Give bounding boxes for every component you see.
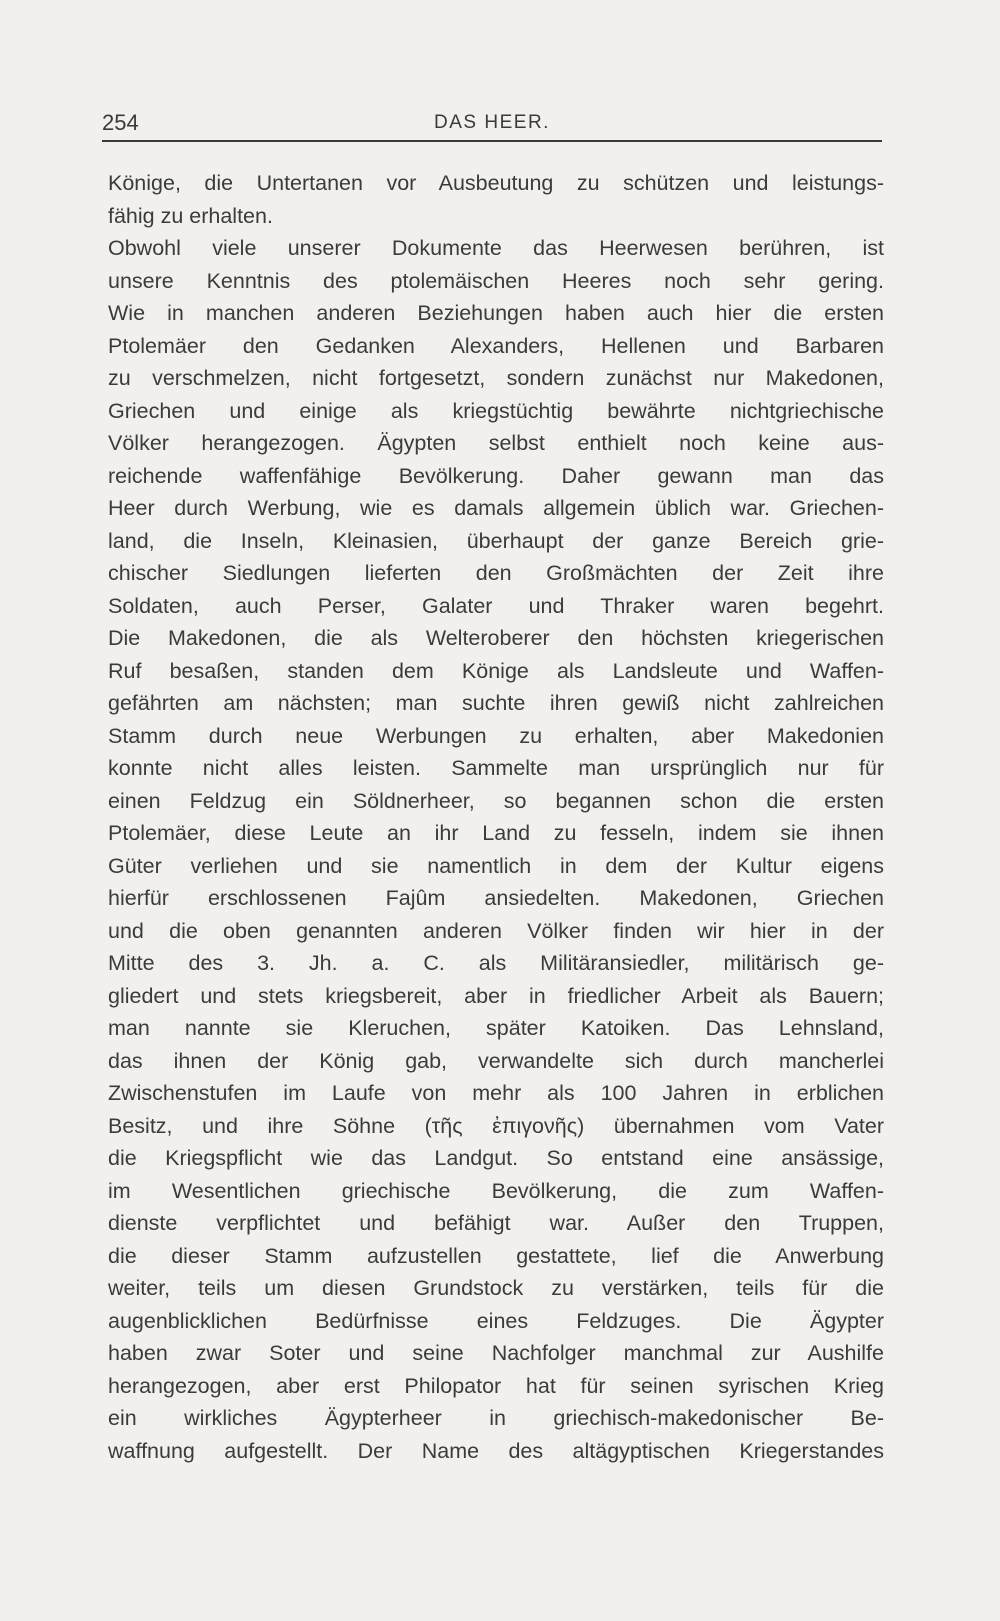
text-line: Zwischenstufen im Laufe von mehr als 100 Jahren in erblichen bbox=[108, 1081, 884, 1105]
header-rule bbox=[102, 140, 882, 142]
text-line: Ptolemäer den Gedanken Alexanders, Hellenen und Barbaren bbox=[108, 333, 884, 358]
text-line: herangezogen, aber erst Philopator hat für seinen syrischen Krieg bbox=[108, 1373, 884, 1398]
text-line: gliedert und stets kriegsbereit, aber in friedlicher Arbeit als Bauern; bbox=[108, 983, 884, 1008]
text-line: Besitz, und ihre Söhne (τῆς ἐπιγονῆς) übernahmen vom Vater bbox=[108, 1113, 884, 1138]
text-line: augenblicklichen Bedürfnisse eines Feldzuges. Die Ägypter bbox=[108, 1308, 884, 1333]
text-line: Obwohl viele unserer Dokumente das Heerwesen berühren, ist bbox=[108, 236, 884, 260]
text-line: die Kriegspflicht wie das Landgut. So entstand eine ansässige, bbox=[108, 1146, 884, 1170]
text-line: land, die Inseln, Kleinasien, überhaupt der ganze Bereich grie- bbox=[108, 528, 884, 553]
text-line: man nannte sie Kleruchen, später Katoiken. Das Lehnsland, bbox=[108, 1016, 884, 1040]
text-line: Könige, die Untertanen vor Ausbeutung zu schützen und leistungs- bbox=[108, 171, 884, 195]
text-line: im Wesentlichen griechische Bevölkerung, die zum Waffen- bbox=[108, 1178, 884, 1203]
text-line: dienste verpflichtet und befähigt war. Außer den Truppen, bbox=[108, 1211, 884, 1235]
text-line: Soldaten, auch Perser, Galater und Thraker waren begehrt. bbox=[108, 593, 884, 618]
text-line: Die Makedonen, die als Welteroberer den höchsten kriegerischen bbox=[108, 626, 884, 650]
text-line: zu verschmelzen, nicht fortgesetzt, sondern zunächst nur Makedonen, bbox=[108, 366, 884, 390]
text-line: Griechen und einige als kriegstüchtig bewährte nichtgriechische bbox=[108, 398, 884, 423]
text-line: das ihnen der König gab, verwandelte sich durch mancherlei bbox=[108, 1048, 884, 1073]
page-header bbox=[102, 104, 882, 140]
text-line: waffnung aufgestellt. Der Name des altägyptischen Kriegerstandes bbox=[108, 1438, 884, 1463]
text-line: hierfür erschlossenen Fajûm ansiedelten. Makedonen, Griechen bbox=[108, 886, 884, 910]
text-line: haben zwar Soter und seine Nachfolger manchmal zur Aushilfe bbox=[108, 1341, 884, 1365]
body-text bbox=[108, 167, 884, 1467]
text-line: Völker herangezogen. Ägypten selbst enthielt noch keine aus- bbox=[108, 431, 884, 455]
text-line: ein wirkliches Ägypterheer in griechisch-makedonischer Be- bbox=[108, 1406, 884, 1430]
text-line: und die oben genannten anderen Völker finden wir hier in der bbox=[108, 918, 884, 943]
text-line: gefährten am nächsten; man suchte ihren gewiß nicht zahlreichen bbox=[108, 691, 884, 715]
text-line: Ruf besaßen, standen dem Könige als Landsleute und Waffen- bbox=[108, 658, 884, 683]
text-line: reichende waffenfähige Bevölkerung. Daher gewann man das bbox=[108, 463, 884, 488]
text-line: unsere Kenntnis des ptolemäischen Heeres noch sehr gering. bbox=[108, 268, 884, 293]
text-line: Ptolemäer, diese Leute an ihr Land zu fesseln, indem sie ihnen bbox=[108, 821, 884, 845]
text-line: die dieser Stamm aufzustellen gestattete, lief die Anwerbung bbox=[108, 1243, 884, 1268]
text-line: Stamm durch neue Werbungen zu erhalten, aber Makedonien bbox=[108, 723, 884, 748]
text-line: einen Feldzug ein Söldnerheer, so begannen schon die ersten bbox=[108, 788, 884, 813]
text-line: Güter verliehen und sie namentlich in dem der Kultur eigens bbox=[108, 853, 884, 878]
text-line: Wie in manchen anderen Beziehungen haben auch hier die ersten bbox=[108, 301, 884, 325]
text-line: konnte nicht alles leisten. Sammelte man ursprünglich nur für bbox=[108, 756, 884, 780]
text-line: weiter, teils um diesen Grundstock zu verstärken, teils für die bbox=[108, 1276, 884, 1300]
text-line: Mitte des 3. Jh. a. C. als Militäransiedler, militärisch ge- bbox=[108, 951, 884, 975]
text-line: fähig zu erhalten. bbox=[108, 203, 273, 228]
page-number: 254 bbox=[102, 110, 139, 135]
text-line: Heer durch Werbung, wie es damals allgemein üblich war. Griechen- bbox=[108, 496, 884, 520]
running-head: DAS HEER. bbox=[434, 112, 550, 133]
text-line: chischer Siedlungen lieferten den Großmächten der Zeit ihre bbox=[108, 561, 884, 585]
